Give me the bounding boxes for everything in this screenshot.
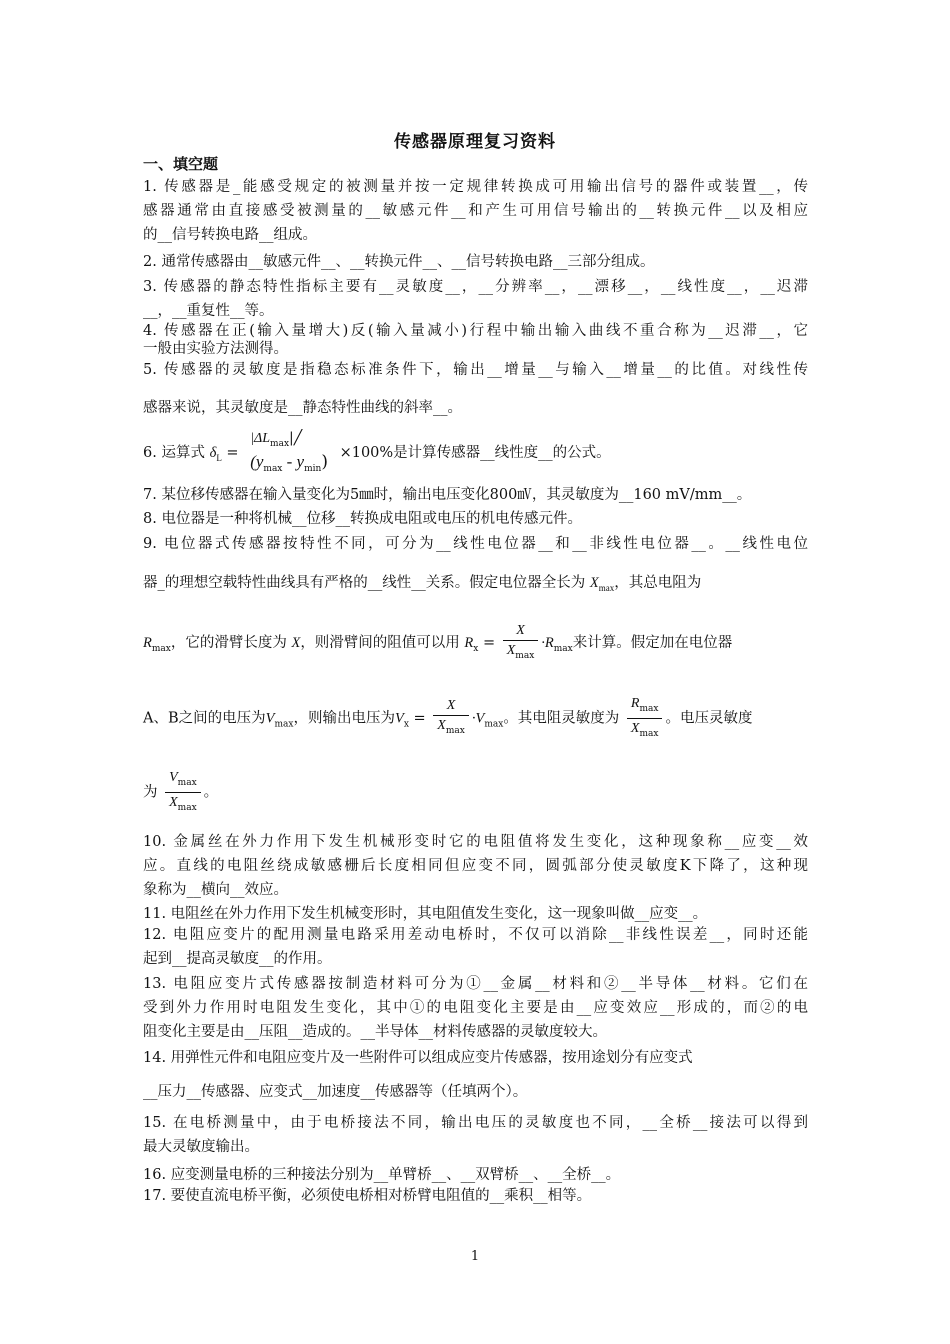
delta-symbol: δ [209,445,217,461]
page-title: 传感器原理复习资料 [394,132,556,152]
question-9-line-1: 9. 电位器式传感器按特性不同，可分为__线性电位器__和__非线性电位器__。__线性电位 [143,536,808,552]
question-6-suffix: ×100%是计算传感器__线性度__的公式。 [339,445,611,461]
question-9-line-5: 为 $\frac{V_{max}}{X_{max}}$ 。 [143,768,808,817]
section-heading: 一、填空题 [143,155,219,173]
question-7 [143,483,808,507]
question-9-line-4: A、B之间的电压为$V_{max}$，则输出电压为$V_x$ = $\frac{X}{X_{max}}$ $\cdot V_{max}$。其电阻灵敏度为 $\frac{R_{max}}{X_{max}}$ 。电压灵敏度 [143,694,808,748]
question-17 [143,1184,808,1208]
question-4-line-1: 4. 传感器在正(输入量增大)反(输入量减小)行程中输出输入曲线不重合称为__迟滞__，它 [143,323,808,339]
question-6: 6. 运算式 $\delta_L$ = $|\Delta L_{max}|╱$ $(y_{max} - y_{min})$ ×100%是计算传感器__线性度__的公式。 [143,428,808,478]
question-8-line-1: 8. 电位器是一种将机械__位移__转换成电阻或电压的机电传感元件。 [143,511,582,527]
question-10 [143,830,808,902]
question-15-line-1: 15. 在电桥测量中，由于电桥接法不同，输出电压的灵敏度也不同，__全桥__接法可以得到 [143,1115,808,1131]
question-4-line-2: 一般由实验方法测得。 [143,341,288,357]
question-15 [143,1111,808,1159]
question-10-line-2: 应。直线的电阻丝绕成敏感栅后长度相同但应变不同，圆弧部分使灵敏度K下降了，这种现 [143,858,808,874]
question-3-line-2: __，__重复性__等。 [143,303,274,319]
question-9-line-2: 器_的理想空载特性曲线具有严格的__线性__关系。假定电位器全长为 $X_{max}$，其总电阻为 [143,575,702,593]
question-14 [143,1046,808,1104]
question-13 [143,972,808,1044]
question-12-line-2: 起到__提高灵敏度__的作用。 [143,951,332,967]
question-9 [143,532,808,556]
question-13-line-1: 13. 电阻应变片式传感器按制造材料可分为①__金属__材料和②__半导体__材料。它们在 [143,976,808,992]
page-number: 1 [470,1249,480,1264]
question-3 [143,275,808,323]
voltage-fraction: $\frac{X}{X_{max}}$ [433,697,469,740]
resistance-fraction: $\frac{X}{X_{max}}$ [503,622,539,665]
question-7-line-1: 7. 某位移传感器在输入量变化为5㎜时，输出电压变化800㎷，其灵敏度为__160 mV/mm__。 [143,487,752,503]
voltage-sensitivity-fraction: $\frac{V_{max}}{X_{max}}$ [165,768,201,817]
question-12 [143,923,808,971]
resistance-sensitivity-fraction: $\frac{R_{max}}{X_{max}}$ [627,694,663,743]
question-2 [143,250,808,274]
question-16-line-1: 16. 应变测量电桥的三种接法分别为__单臂桥__、__双臂桥__、__全桥__。 [143,1167,621,1183]
question-1-line-2: 感器通常由直接感受被测量的__敏感元件__和产生可用信号输出的__转换元件__以及相应 [143,203,808,219]
question-1-line-3: 的__信号转换电路__组成。 [143,227,317,243]
question-12-line-1: 12. 电阻应变片的配用测量电路采用差动电桥时，不仅可以消除__非线性误差__，同时还能 [143,927,808,943]
question-5-line-2: 感器来说，其灵敏度是__静态特性曲线的斜率__。 [143,400,462,416]
nonlinearity-fraction: $|\Delta L_{max}|╱$ $(y_{max} - y_{min})$ [250,429,328,474]
question-15-line-2: 最大灵敏度输出。 [143,1139,259,1155]
question-13-line-3: 阻变化主要是由__压阻__造成的。__半导体__材料传感器的灵敏度较大。 [143,1024,607,1040]
question-4 [143,322,808,358]
question-17-line-1: 17. 要使直流电桥平衡，必须使电桥相对桥臂电阻值的__乘积__相等。 [143,1188,592,1204]
delta-subscript: L [216,453,222,463]
question-8 [143,507,808,531]
question-9-line-3: $R_{max}$，它的滑臂长度为 X，则滑臂间的阻值可以用 $R_x$ = $\frac{X}{X_{max}}$ $\cdot R_{max}$来计算。假定加在电位器 [143,620,808,672]
question-10-line-3: 象称为__横向__效应。 [143,882,288,898]
question-14-line-1: 14. 用弹性元件和电阻应变片及一些附件可以组成应变片传感器，按用途划分有应变式 [143,1050,693,1066]
question-11-line-1: 11. 电阻丝在外力作用下发生机械变形时，其电阻值发生变化，这一现象叫做__应变__。 [143,906,708,922]
question-13-line-2: 受到外力作用时电阻发生变化，其中①的电阻变化主要是由__应变效应__形成的，而②的电 [143,1000,808,1016]
question-1 [143,175,808,247]
question-5 [143,358,808,420]
question-6-prefix: 6. 运算式 [143,445,205,461]
question-14-line-2: __压力__传感器、应变式__加速度__传感器等（任填两个）。 [143,1084,528,1100]
question-1-line-1: 1. 传感器是_能感受规定的被测量并按一定规律转换成可用输出信号的器件或装置__，传 [143,179,808,195]
question-10-line-1: 10. 金属丝在外力作用下发生机械形变时它的电阻值将发生变化，这种现象称__应变__效 [143,834,808,850]
question-3-line-1: 3. 传感器的静态特性指标主要有__灵敏度__，__分辨率__，__漂移__，__线性度__，__迟滞 [143,279,808,295]
question-2-line-1: 2. 通常传感器由__敏感元件__、__转换元件__、__信号转换电路__三部分组成。 [143,254,655,270]
question-5-line-1: 5. 传感器的灵敏度是指稳态标准条件下，输出__增量__与输入__增量__的比值。对线性传 [143,362,808,378]
